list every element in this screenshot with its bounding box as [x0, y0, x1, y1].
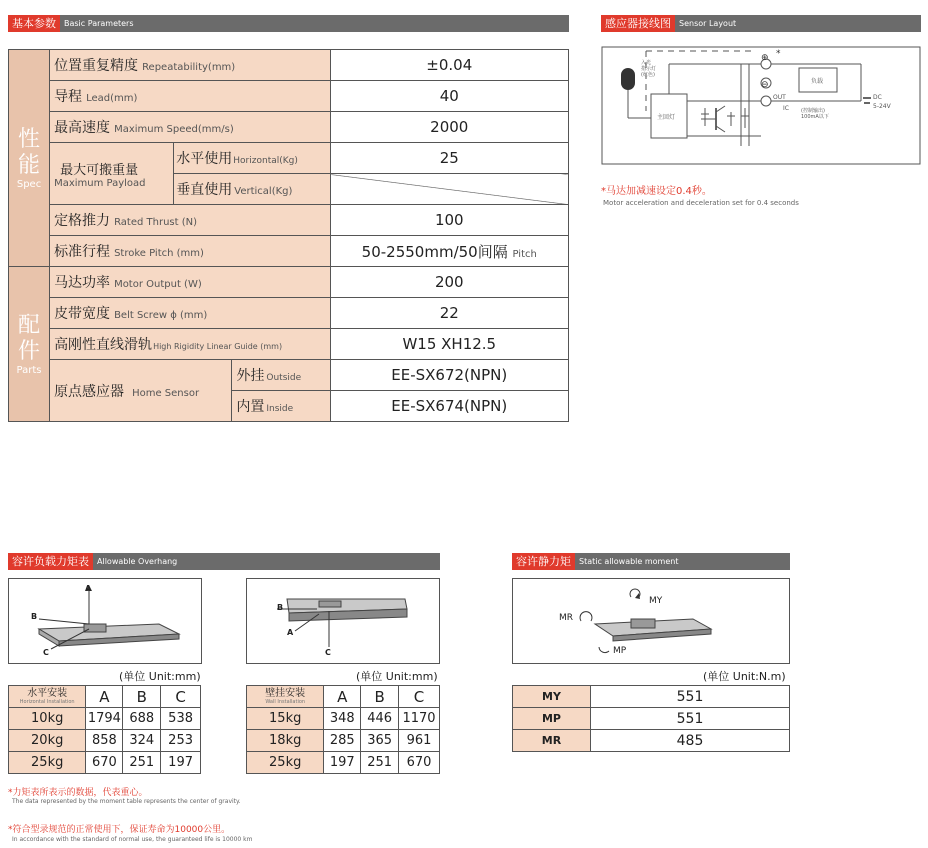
sensor-note-en: Motor acceleration and deceleration set for 0.4 seconds: [603, 199, 799, 207]
overhang-title-en: Allowable Overhang: [97, 557, 178, 566]
w-row-label: 15kg: [247, 708, 324, 730]
svg-text:5-24V: 5-24V: [873, 103, 891, 110]
row-sensor-out-label: 外挂 Outside: [232, 360, 330, 391]
svg-text:(红色): (红色): [641, 72, 655, 78]
overhang-unit-left: (单位 Unit:mm): [119, 670, 201, 683]
sensor-note-zh: *马达加减速设定0.4秒。: [601, 186, 712, 197]
h-row-label: 10kg: [9, 708, 86, 730]
svg-text:(控制输出): (控制输出): [801, 108, 825, 114]
overhang-note1-zh: *力矩表所表示的数据，代表重心。: [8, 788, 148, 798]
side-spec-zh: 性能: [18, 126, 41, 178]
sensor-wiring-diagram: [601, 46, 921, 166]
horizontal-overhang-table: [8, 685, 201, 774]
svg-text:A: A: [287, 628, 294, 637]
h-col-b: B: [123, 686, 161, 708]
side-spec-en: Spec: [16, 178, 42, 190]
row-lead-label: 导程 Lead(mm): [50, 81, 330, 112]
minus-mark: ⊖: [761, 80, 769, 90]
row-sensor-in-label: 内置 Inside: [232, 391, 330, 422]
overhang-unit-right: (单位 Unit:mm): [356, 670, 438, 683]
main-label: 主回灯: [657, 114, 676, 121]
svg-text:C: C: [43, 648, 49, 657]
w-col-b: B: [361, 686, 399, 708]
svg-text:MY: MY: [649, 596, 663, 606]
row-guide-label: 高刚性直线滑轨High Rigidity Linear Guide (mm): [50, 329, 330, 360]
svg-text:DC: DC: [873, 94, 882, 101]
row-belt-value: 22: [330, 298, 568, 329]
w-cell: 446: [361, 708, 399, 730]
h-cell: 251: [123, 752, 161, 774]
row-repeat-label: 位置重复精度 Repeatability(mm): [50, 50, 330, 81]
static-moment-diagram: [512, 578, 790, 664]
sensor-header: [601, 15, 921, 32]
moment-value: 551: [591, 686, 790, 708]
h-cell: 858: [86, 730, 123, 752]
row-belt-label: 皮带宽度 Belt Screw ϕ (mm): [50, 298, 330, 329]
overhang-header: [8, 553, 440, 570]
svg-text:B: B: [31, 612, 38, 621]
svg-text:指示灯: 指示灯: [641, 66, 657, 72]
svg-text:A: A: [85, 584, 92, 593]
row-payload-label: 最大可搬重量 Maximum Payload: [50, 143, 174, 205]
sensor-title-en: Sensor Layout: [679, 19, 737, 28]
svg-text:C: C: [325, 648, 331, 657]
moment-label: MR: [513, 730, 591, 752]
horizontal-head: 水平安装 Horizontal Installation: [9, 686, 86, 708]
basic-title-zh: 基本参数: [8, 15, 60, 32]
svg-text:*: *: [776, 49, 781, 59]
side-parts-zh: 配件: [18, 312, 41, 364]
overhang-note2-zh: *符合型录规范的正常使用下，保证寿命为10000公里。: [8, 825, 231, 835]
overhang-note1-en: The data represented by the moment table represents the center of gravity.: [12, 798, 241, 805]
row-speed-value: 2000: [330, 112, 568, 143]
row-guide-value: W15 XH12.5: [330, 329, 568, 360]
w-cell: 251: [361, 752, 399, 774]
row-speed-label: 最高速度 Maximum Speed(mm/s): [50, 112, 330, 143]
w-cell: 197: [324, 752, 361, 774]
h-cell: 253: [161, 730, 201, 752]
svg-text:入光: 入光: [641, 60, 652, 66]
horizontal-install-diagram: [8, 578, 202, 664]
basic-parameters-table: [8, 49, 569, 422]
svg-text:IC: IC: [783, 105, 789, 112]
w-cell: 1170: [399, 708, 440, 730]
row-sensor-label: 原点感应器 Home Sensor: [50, 360, 232, 422]
h-cell: 688: [123, 708, 161, 730]
h-cell: 670: [86, 752, 123, 774]
svg-text:OUT: OUT: [773, 94, 786, 101]
static-moment-header: [512, 553, 790, 570]
static-title-en: Static allowable moment: [579, 557, 679, 566]
moment-label: MP: [513, 708, 591, 730]
h-cell: 1794: [86, 708, 123, 730]
row-repeat-value: ±0.04: [330, 50, 568, 81]
h-cell: 324: [123, 730, 161, 752]
row-sensor-out-value: EE-SX672(NPN): [330, 360, 568, 391]
svg-text:MR: MR: [559, 613, 574, 623]
moment-value: 551: [591, 708, 790, 730]
sensor-title-zh: 感应器接线图: [601, 15, 675, 32]
svg-text:MP: MP: [613, 646, 627, 656]
h-col-c: C: [161, 686, 201, 708]
h-col-a: A: [86, 686, 123, 708]
w-cell: 670: [399, 752, 440, 774]
row-payload-v-value: [330, 174, 568, 205]
h-row-label: 20kg: [9, 730, 86, 752]
side-parts-en: Parts: [16, 364, 42, 376]
w-row-label: 18kg: [247, 730, 324, 752]
row-thrust-value: 100: [330, 205, 568, 236]
static-title-zh: 容许静力矩: [512, 553, 575, 570]
row-lead-value: 40: [330, 81, 568, 112]
w-cell: 285: [324, 730, 361, 752]
h-row-label: 25kg: [9, 752, 86, 774]
svg-text:B: B: [277, 603, 284, 612]
static-moment-table: [512, 685, 790, 752]
w-col-c: C: [399, 686, 440, 708]
row-payload-h-value: 25: [330, 143, 568, 174]
wall-overhang-table: [246, 685, 440, 774]
w-cell: 365: [361, 730, 399, 752]
row-sensor-in-value: EE-SX674(NPN): [330, 391, 568, 422]
row-stroke-label: 标准行程 Stroke Pitch (mm): [50, 236, 330, 267]
row-stroke-value: 50-2550mm/50间隔 Pitch: [330, 236, 568, 267]
row-thrust-label: 定格推力 Rated Thrust (N): [50, 205, 330, 236]
h-cell: 538: [161, 708, 201, 730]
svg-text:100mA以下: 100mA以下: [801, 114, 829, 120]
overhang-title-zh: 容许负载力矩表: [8, 553, 93, 570]
w-cell: 961: [399, 730, 440, 752]
row-motor-label: 马达功率 Motor Output (W): [50, 267, 330, 298]
side-spec: [9, 50, 50, 267]
basic-header: [8, 15, 569, 32]
basic-title-en: Basic Parameters: [64, 19, 134, 28]
h-cell: 197: [161, 752, 201, 774]
row-payload-h-label: 水平使用Horizontal(Kg): [174, 143, 330, 174]
overhang-note2-en: In accordance with the standard of normal use, the guaranteed life is 10000 km: [12, 836, 253, 843]
row-payload-v-label: 垂直使用 Vertical(Kg): [174, 174, 330, 205]
static-unit: (单位 Unit:N.m): [703, 670, 786, 683]
w-col-a: A: [324, 686, 361, 708]
w-cell: 348: [324, 708, 361, 730]
moment-value: 485: [591, 730, 790, 752]
plus-mark: ⊕: [761, 53, 769, 63]
wall-head: 壁挂安装 Wall Installation: [247, 686, 324, 708]
row-motor-value: 200: [330, 267, 568, 298]
wall-install-diagram: [246, 578, 440, 664]
w-row-label: 25kg: [247, 752, 324, 774]
led-icon: [621, 68, 635, 90]
load-label: 负载: [811, 78, 824, 85]
side-parts: [9, 267, 50, 422]
moment-label: MY: [513, 686, 591, 708]
